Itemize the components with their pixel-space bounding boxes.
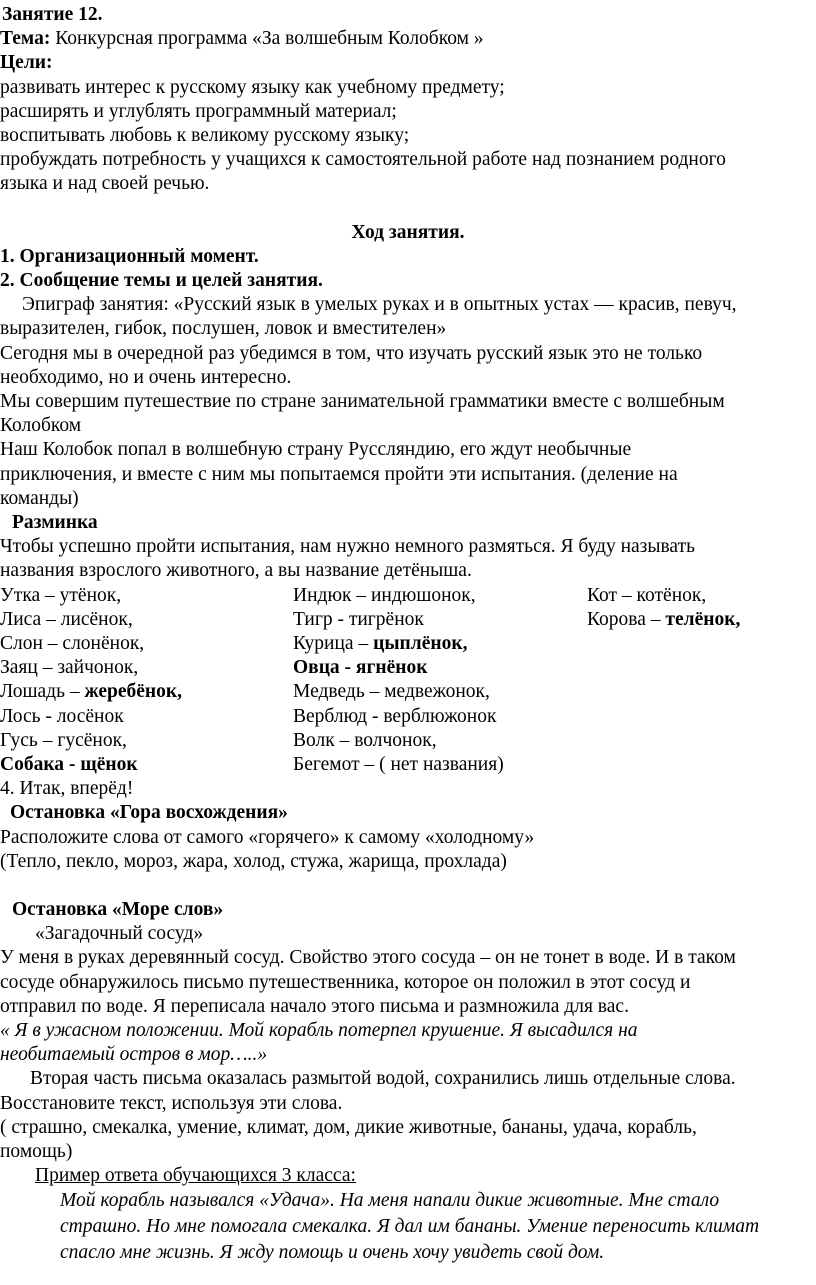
stop1-line: Расположите слова от самого «горячего» к самому «холодному»: [0, 826, 535, 848]
stop2-title: Остановка «Море слов»: [12, 898, 224, 920]
document-page: [0, 3, 816, 1266]
intro-line: команды): [0, 487, 79, 509]
animal-pair: Слон – слонёнок,: [0, 633, 145, 655]
animal-young: цыплёнок,: [373, 633, 468, 655]
letter-line: необитаемый остров в мор…..»: [0, 1044, 268, 1066]
letter-line: « Я в ужасном положении. Мой корабль потерпел крушение. Я высадился на: [0, 1020, 638, 1041]
goal-item: пробуждать потребность у учащихся к самостоятельной работе над познанием родного: [0, 149, 726, 171]
warmup-line: названия взрослого животного, а вы название детёныша.: [0, 560, 472, 582]
goal-item: развивать интерес к русскому языку как учебному предмету;: [0, 76, 505, 98]
animals-row: [0, 729, 816, 753]
stop2-line: отправил по воде. Я переписала начало этого письма и размножила для вас.: [0, 995, 629, 1017]
example-line: страшно. Но мне помогала смекалка. Я дал им бананы. Умение переносить климат: [60, 1216, 760, 1238]
task-line: ( страшно, смекалка, умение, климат, дом, дикие животные, бананы, удача, корабль,: [0, 1116, 697, 1138]
animal-pair: Волк – волчонок,: [293, 729, 437, 751]
stop1-title: Остановка «Гора восхождения»: [10, 802, 288, 824]
intro-line: Колобком: [0, 415, 82, 437]
forward-line: 4. Итак, вперёд!: [0, 778, 134, 800]
animal-adult: Лошадь –: [0, 681, 85, 703]
animal-young: жеребёнок,: [84, 681, 183, 703]
goals-label: Цели:: [0, 52, 53, 74]
step-organizational: 1. Организационный момент.: [0, 245, 259, 267]
animal-pair: Верблюд - верблюжонок: [293, 705, 497, 727]
animal-pair: Бегемот – ( нет названия): [293, 753, 504, 775]
animal-pair: Утка – утёнок,: [0, 584, 122, 606]
animal-adult: Курица –: [293, 633, 374, 655]
task-line: Восстановите текст, используя эти слова.: [0, 1092, 343, 1114]
course-heading: Ход занятия.: [351, 221, 465, 243]
animals-row: [0, 753, 816, 777]
intro-line: Сегодня мы в очередной раз убедимся в том, что изучать русский язык это не только: [0, 342, 703, 364]
animal-pair: Заяц – зайчонок,: [0, 657, 139, 679]
task-line: помощь): [0, 1141, 73, 1163]
intro-line: Наш Колобок попал в волшебную страну Руссляндию, его ждут необычные: [0, 439, 632, 461]
animals-row: [0, 584, 816, 608]
animals-row: [0, 656, 816, 680]
example-line: Мой корабль назывался «Удача». На меня напали дикие животные. Мне стало: [60, 1190, 720, 1212]
goal-item: расширять и углублять программный материал;: [0, 100, 397, 122]
animal-pair: Гусь – гусёнок,: [0, 729, 127, 751]
warmup-title: Разминка: [12, 512, 98, 534]
intro-line: приключения, и вместе с ним мы попытаемся пройти эти испытания. (деление на: [0, 463, 678, 485]
stop2-line: У меня в руках деревянный сосуд. Свойство этого сосуда – он не тонет в воде. И в таком: [0, 947, 736, 969]
intro-line: Мы совершим путешествие по стране занимательной грамматики вместе с волшебным: [0, 391, 725, 413]
animals-table: [0, 584, 816, 778]
epigraph-line: Эпиграф занятия: «Русский язык в умелых руках и в опытных устах — красив, певуч,: [22, 294, 737, 316]
animal-pair: [0, 680, 293, 704]
step-topic: 2. Сообщение темы и целей занятия.: [0, 270, 323, 292]
epigraph-line: выразителен, гибок, послушен, ловок и вместителен»: [0, 318, 447, 340]
topic-label: Тема:: [0, 28, 51, 50]
animals-row: [0, 705, 816, 729]
intro-line: необходимо, но и очень интересно.: [0, 366, 292, 388]
example-line: спасло мне жизнь. Я жду помощь и очень хочу увидеть свой дом.: [60, 1242, 605, 1264]
animals-row: [0, 680, 816, 704]
topic-line: [0, 27, 816, 51]
animal-pair: Тигр - тигрёнок: [293, 608, 424, 630]
animal-pair: Медведь – медвежонок,: [293, 681, 490, 703]
animal-pair: Лось - лосёнок: [0, 705, 124, 727]
animal-pair: Лиса – лисёнок,: [0, 608, 133, 630]
animal-adult: Корова –: [587, 608, 666, 630]
stop2-line: сосуде обнаружилось письмо путешественника, которое он положил в этот сосуд и: [0, 971, 691, 993]
goal-item: воспитывать любовь к великому русскому языку;: [0, 125, 410, 147]
animal-young: телёнок,: [665, 608, 741, 630]
animals-row: [0, 608, 816, 632]
goal-item: языка и над своей речью.: [0, 173, 210, 195]
animal-pair: Индюк – индюшонок,: [293, 584, 476, 606]
animal-pair: [293, 632, 587, 656]
topic-text: Конкурсная программа «За волшебным Колобком »: [55, 28, 484, 50]
warmup-line: Чтобы успешно пройти испытания, нам нужно немного размяться. Я буду называть: [0, 536, 695, 558]
animals-row: [0, 632, 816, 656]
animal-pair: [587, 608, 816, 632]
example-title: Пример ответа обучающихся 3 класса:: [35, 1165, 356, 1187]
task-line: Вторая часть письма оказалась размытой водой, сохранились лишь отдельные слова.: [30, 1068, 736, 1090]
stop1-line: (Тепло, пекло, мороз, жара, холод, стужа, жарища, прохлада): [0, 850, 507, 872]
animal-pair: Собака - щёнок: [0, 753, 138, 775]
animal-pair: Кот – котёнок,: [587, 584, 707, 606]
lesson-number: Занятие 12.: [2, 4, 103, 25]
stop2-subtitle: «Загадочный сосуд»: [35, 923, 204, 945]
animal-pair: Овца - ягнёнок: [293, 657, 428, 679]
